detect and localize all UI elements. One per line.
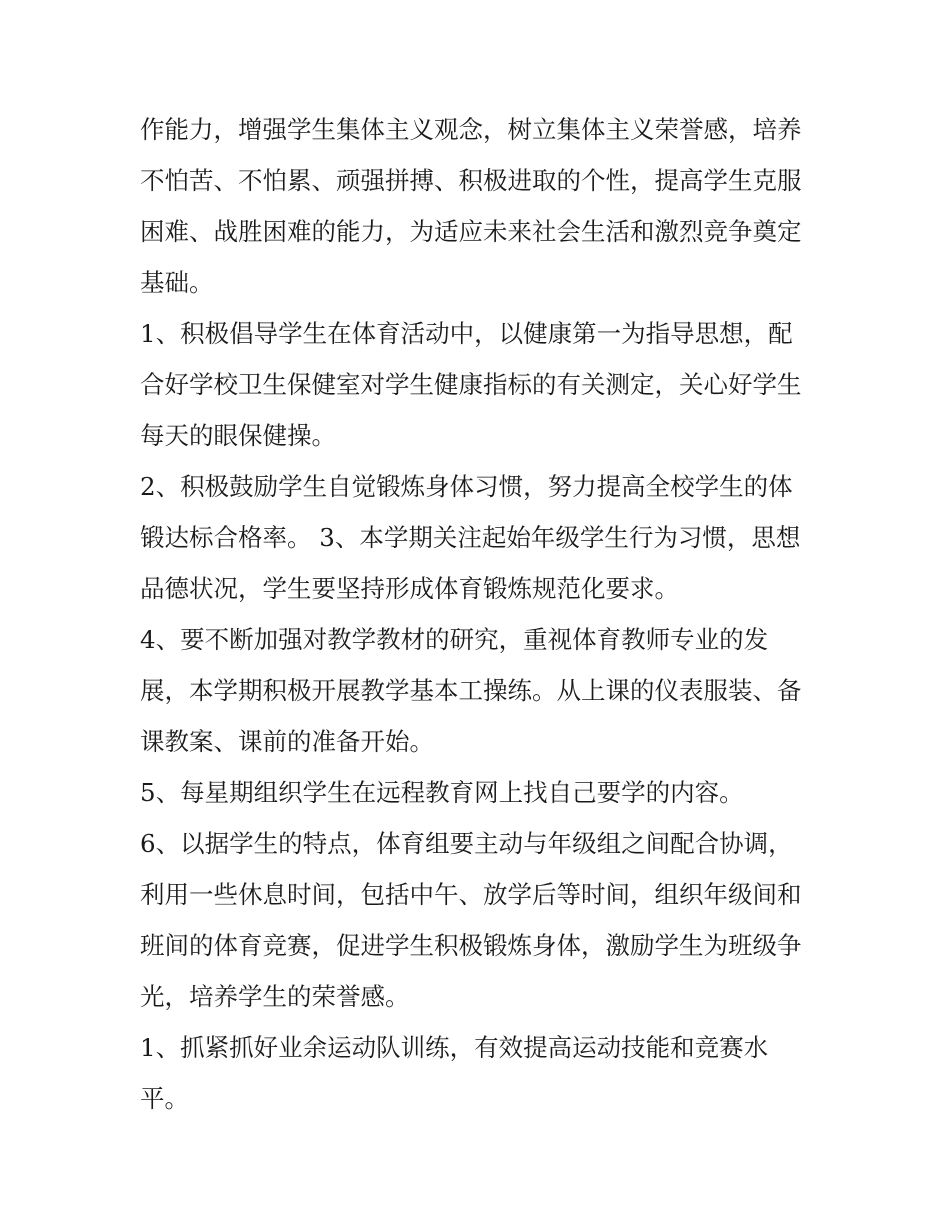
text-line: 1、积极倡导学生在体育活动中，以健康第一为指导思想，配 [140,319,793,348]
text-line: 光，培养学生的荣誉感。 [140,982,410,1011]
text-line: 6、以据学生的特点，体育组要主动与年级组之间配合协调， [140,829,793,858]
text-line: 基础。 [140,268,214,297]
text-line: 品德状况，学生要坚持形成体育锻炼规范化要求。 [140,574,679,603]
text-line: 班间的体育竞赛，促进学生积极锻炼身体，激励学生为班级争 [140,931,802,960]
text-line: 5、每星期组织学生在远程教育网上找自己要学的内容。 [140,778,744,807]
text-line: 2、积极鼓励学生自觉锻炼身体习惯，努力提高全校学生的体 [140,472,793,501]
text-line: 1、抓紧抓好业余运动队训练，有效提高运动技能和竞赛水 [140,1033,769,1062]
text-line: 每天的眼保健操。 [140,421,336,450]
document-body [140,104,820,1124]
text-line: 利用一些休息时间，包括中午、放学后等时间，组织年级间和 [140,880,802,909]
text-line: 合好学校卫生保健室对学生健康指标的有关测定，关心好学生 [140,370,802,399]
text-line: 平。 [140,1084,189,1113]
text-line: 展，本学期积极开展教学基本工操练。从上课的仪表服装、备 [140,676,802,705]
text-line: 课教案、课前的准备开始。 [140,727,434,756]
text-line: 4、要不断加强对教学教材的研究，重视体育教师专业的发 [140,625,769,654]
text-line: 不怕苦、不怕累、顽强拼搏、积极进取的个性，提高学生克服 [140,166,802,195]
text-line: 困难、战胜困难的能力，为适应未来社会生活和激烈竞争奠定 [140,217,802,246]
text-line: 作能力，增强学生集体主义观念，树立集体主义荣誉感，培养 [140,115,802,144]
text-line: 锻达标合格率。 3、本学期关注起始年级学生行为习惯，思想 [140,523,801,552]
